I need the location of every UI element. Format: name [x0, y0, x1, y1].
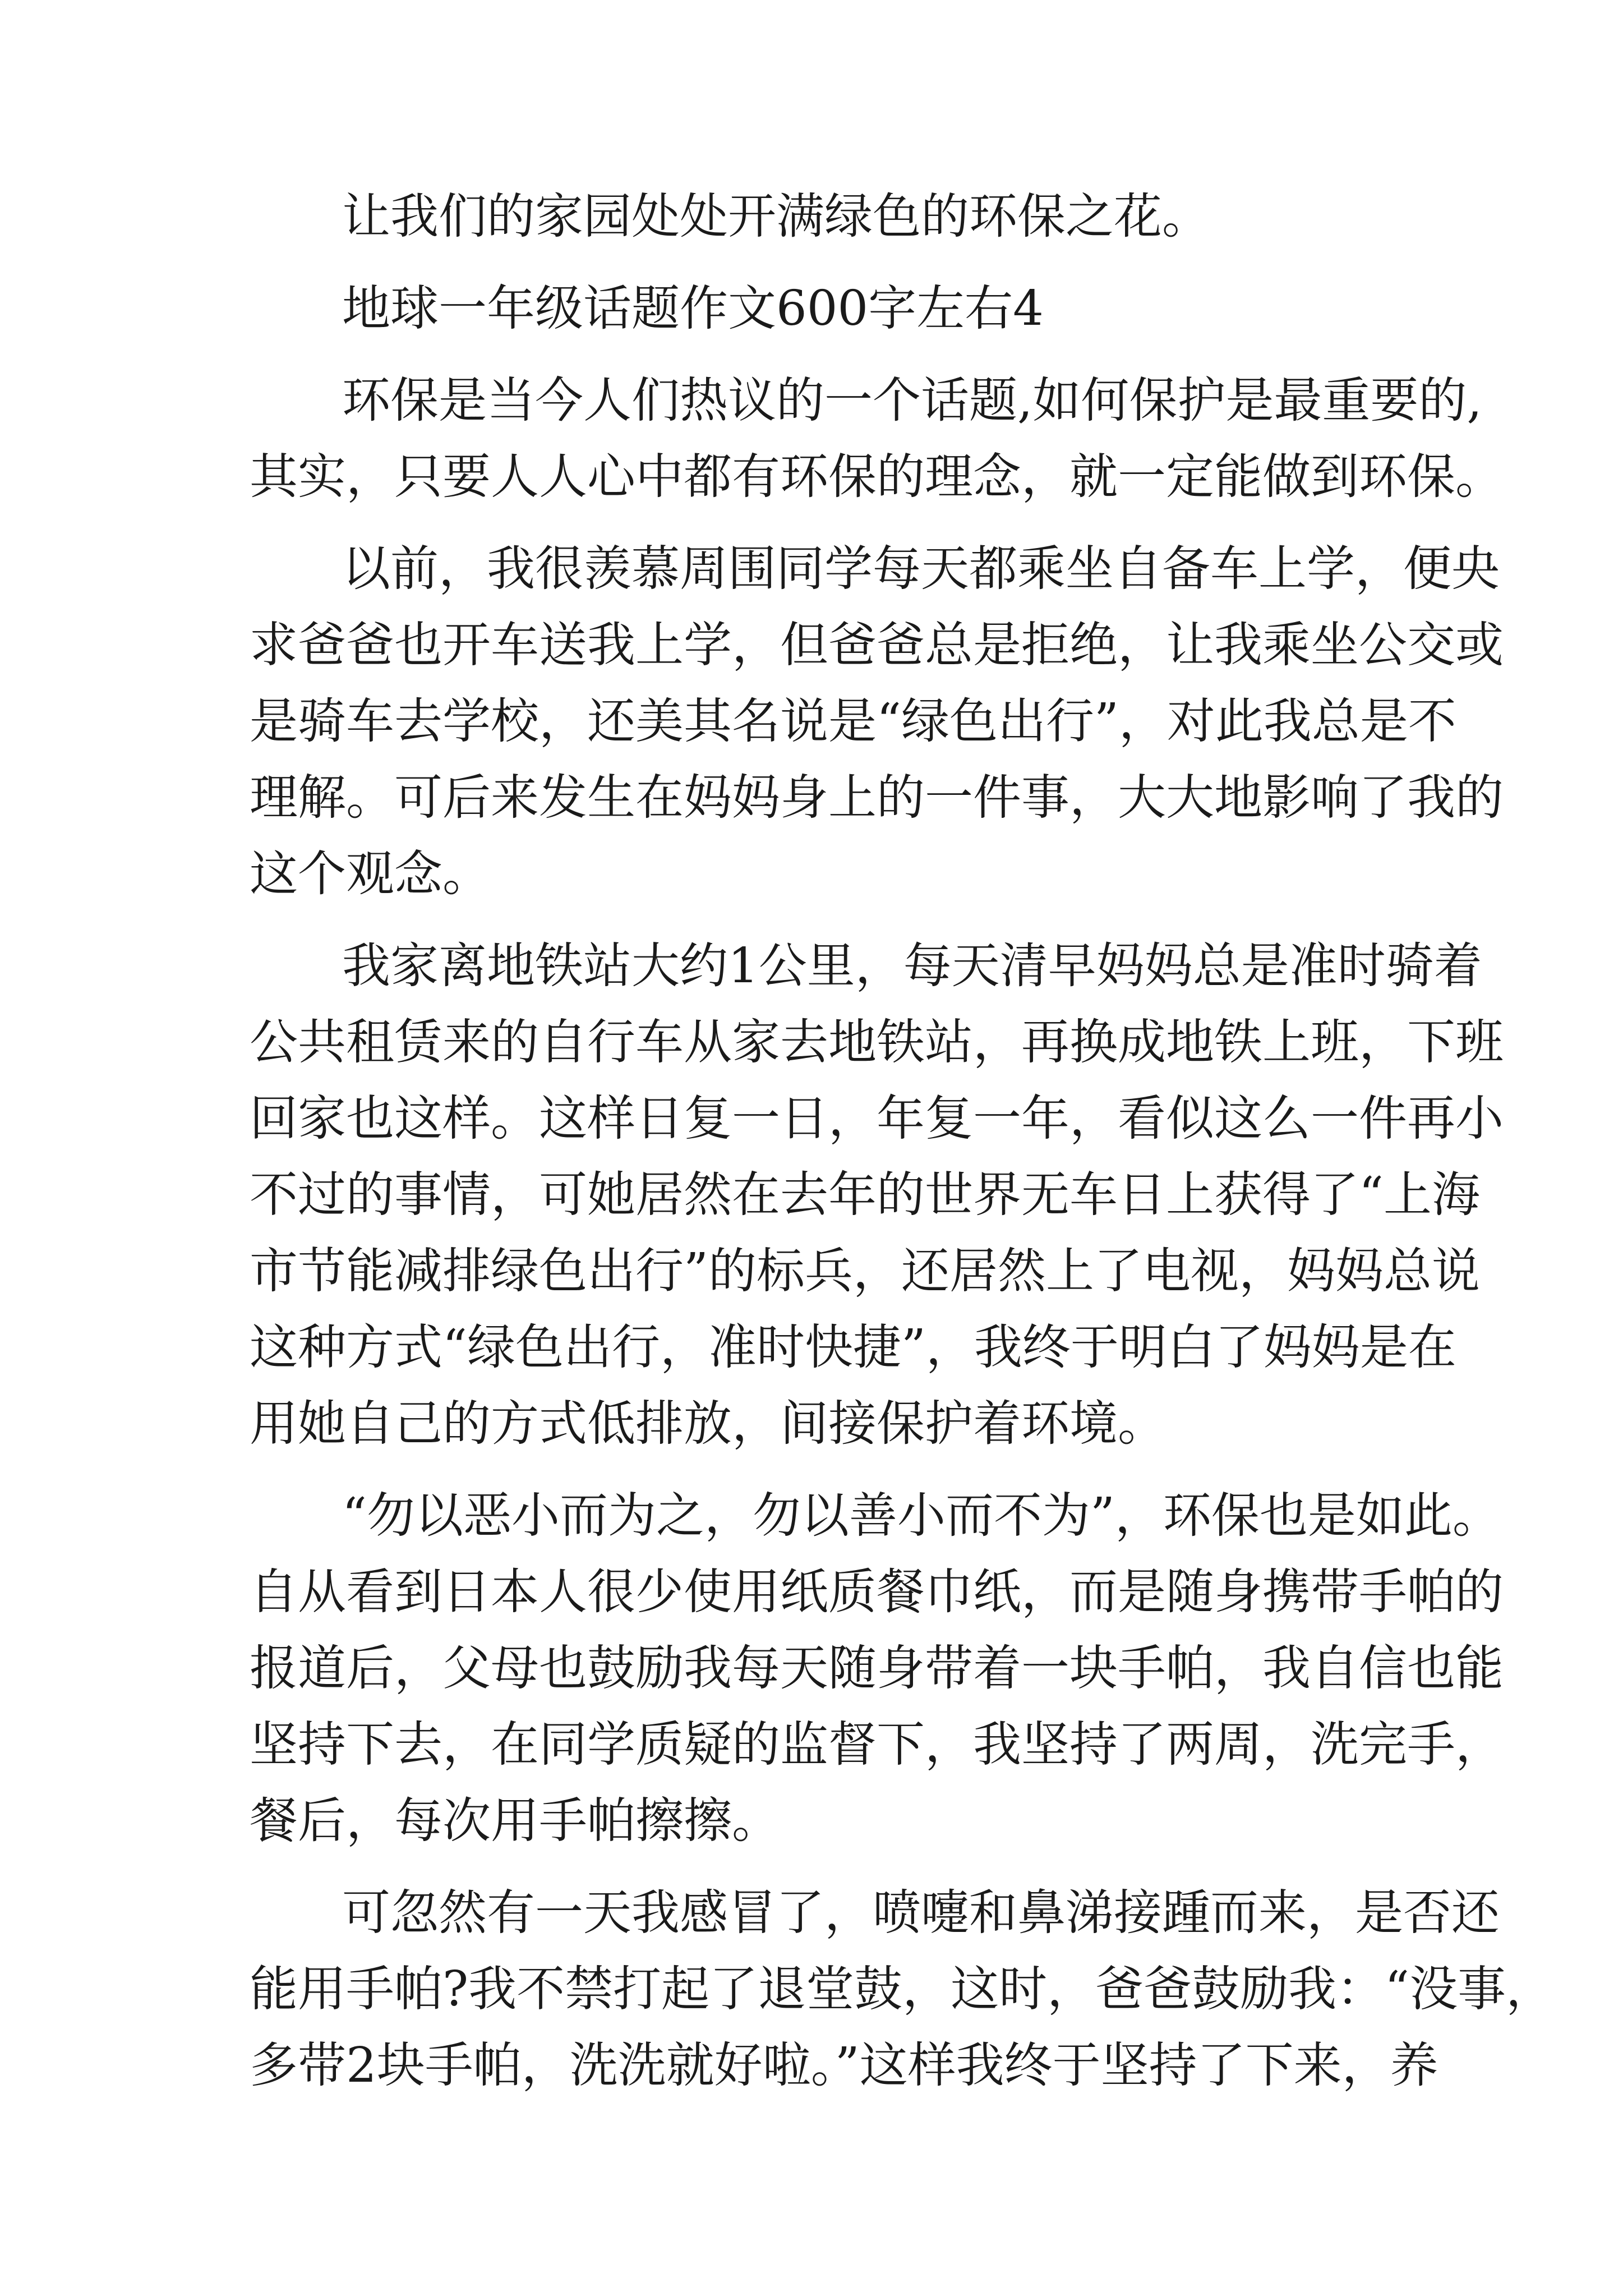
paragraph-3-line-7: 用她自己的方式低排放，间接保护着环境。 [250, 1396, 1166, 1452]
paragraph-1-line-2: 其实，只要人人心中都有环保的理念，就一定能做到环保。 [250, 449, 1504, 505]
paragraph-5-line-3: 多带2块手帕，洗洗就好啦。”这样我终于坚持了下来，养 [250, 2037, 1438, 2093]
paragraph-4-line-3: 报道后，父母也鼓励我每天随身带着一块手帕，我自信也能 [250, 1640, 1504, 1696]
paragraph-3-line-1: 我家离地铁站大约1公里，每天清早妈妈总是准时骑着 [342, 938, 1482, 994]
paragraph-1-line-1: 环保是当今人们热议的一个话题,如何保护是最重要的, [342, 372, 1482, 429]
paragraph-3-line-4: 不过的事情，可她居然在去年的世界无车日上获得了“上海 [250, 1167, 1480, 1223]
paragraph-4-line-4: 坚持下去，在同学质疑的监督下，我坚持了两周，洗完手， [250, 1717, 1504, 1773]
document-body [250, 178, 1555, 2104]
essay-heading: 地球一年级话题作文600字左右4 [342, 280, 1044, 337]
paragraph-3-line-3: 回家也这样。这样日复一日，年复一年，看似这么一件再小 [250, 1091, 1504, 1147]
paragraph-3-line-5: 市节能减排绿色出行”的标兵，还居然上了电视，妈妈总说 [250, 1243, 1480, 1299]
paragraph-2-line-2: 求爸爸也开车送我上学，但爸爸总是拒绝，让我乘坐公交或 [250, 617, 1504, 673]
paragraph-5-line-2: 能用手帕?我不禁打起了退堂鼓，这时，爸爸鼓励我：“没事， [250, 1961, 1555, 2017]
paragraph-5-line-1: 可忽然有一天我感冒了，喷嚏和鼻涕接踵而来，是否还 [342, 1885, 1500, 1941]
paragraph-3-line-6: 这种方式“绿色出行，准时快捷”，我终于明白了妈妈是在 [250, 1319, 1456, 1375]
paragraph-4-line-1: “勿以恶小而为之，勿以善小而不为”，环保也是如此。 [342, 1488, 1501, 1544]
paragraph-4-line-5: 餐后，每次用手帕擦擦。 [250, 1793, 780, 1849]
paragraph-3-line-2: 公共租赁来的自行车从家去地铁站，再换成地铁上班，下班 [250, 1014, 1504, 1070]
paragraph-2-line-1: 以前，我很羡慕周围同学每天都乘坐自备车上学，便央 [342, 541, 1500, 597]
text-line-closing: 让我们的家园处处开满绿色的环保之花。 [342, 188, 1210, 245]
paragraph-2-line-5: 这个观念。 [250, 846, 491, 902]
paragraph-4-line-2: 自从看到日本人很少使用纸质餐巾纸，而是随身携带手帕的 [250, 1564, 1504, 1620]
paragraph-2-line-3: 是骑车去学校，还美其名说是“绿色出行”，对此我总是不 [250, 693, 1456, 749]
paragraph-2-line-4: 理解。可后来发生在妈妈身上的一件事，大大地影响了我的 [250, 770, 1504, 826]
